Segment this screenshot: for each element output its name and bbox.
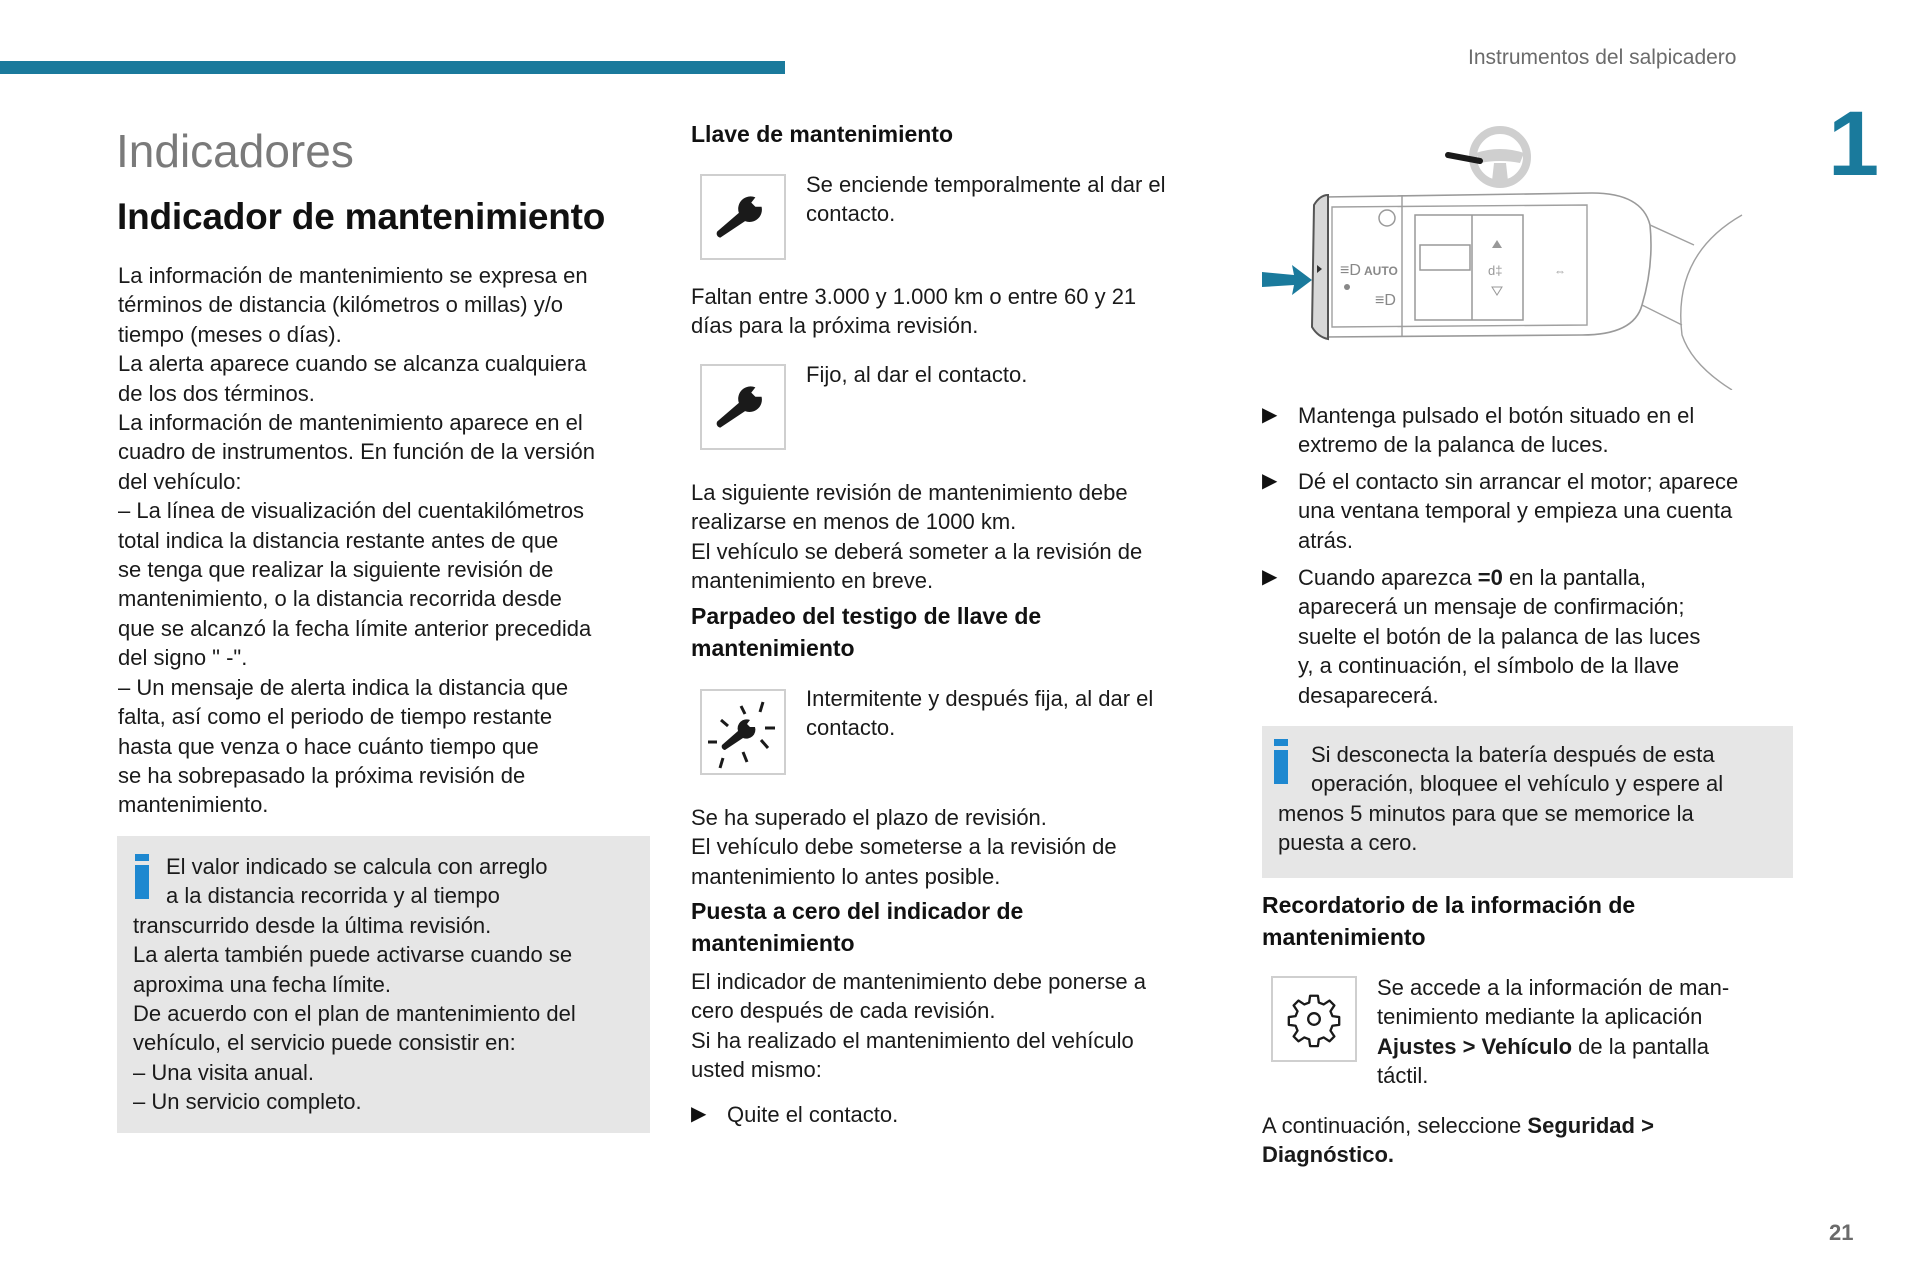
reset-steps (1262, 401, 1782, 713)
indicator-meaning (691, 478, 1142, 596)
text-line: Ajustes > Vehículo de la pantalla (1377, 1033, 1710, 1059)
reset-description (691, 967, 1146, 1085)
text-line: La alerta aparece cuando se alcanza cualquiera (118, 351, 587, 377)
play-bullet-icon: ▶ (691, 1103, 707, 1125)
text-line: Si ha realizado el mantenimiento del vehículo (691, 1027, 1134, 1053)
text-line: – Un mensaje de alerta indica la distancia que (118, 674, 569, 700)
indicator-description (806, 684, 1153, 743)
text-line: La información de mantenimiento aparece en el (118, 410, 583, 436)
play-bullet-icon: ▶ (1262, 470, 1278, 492)
text-line: De acuerdo con el plan de mantenimiento del (133, 1001, 576, 1027)
text-line: El vehículo debe someterse a la revisión de (691, 834, 1117, 860)
text-line: extremo de la palanca de luces. (1298, 432, 1609, 458)
text-line: Diagnóstico. (1262, 1142, 1395, 1168)
wrench-icon (710, 374, 776, 440)
step-item (1262, 467, 1782, 563)
text-line: cuadro de instrumentos. En función de la versión (118, 439, 595, 465)
page-number: 21 (1829, 1220, 1854, 1245)
info-box-calculation (117, 836, 650, 1133)
text-line: Cuando aparezca =0 en la pantalla, (1298, 565, 1646, 590)
text-line: vehículo, el servicio puede consistir en: (133, 1030, 516, 1056)
indicator-description (806, 360, 1027, 389)
svg-text:≡D: ≡D (1375, 292, 1396, 309)
text-line: una ventana temporal y empieza una cuenta (1298, 498, 1733, 524)
indicator-description (806, 170, 1166, 229)
text-line: Mantenga pulsado el botón situado en el (1298, 403, 1695, 428)
text-line: La siguiente revisión de mantenimiento debe (691, 480, 1128, 505)
steering-wheel-icon (1448, 130, 1527, 184)
svg-text:d‡: d‡ (1488, 263, 1503, 278)
text-line: táctil. (1377, 1063, 1429, 1089)
chapter-number: 1 (1828, 93, 1880, 195)
wrench-icon (710, 184, 776, 250)
page-title: Indicador de mantenimiento (117, 196, 606, 237)
text-line: del vehículo: (118, 468, 242, 494)
wrench-indicator-box (700, 174, 786, 260)
text-line: contacto. (806, 201, 896, 227)
text-line: – La línea de visualización del cuentakilómetros (118, 498, 584, 524)
light-stalk-illustration (1262, 115, 1782, 390)
text-line: usted mismo: (691, 1057, 822, 1083)
text-line: Fijo, al dar el contacto. (806, 362, 1028, 387)
heading-line: mantenimiento (1262, 924, 1426, 950)
text-line: – Una visita anual. (133, 1059, 314, 1085)
text-line: aproxima una fecha límite. (133, 971, 392, 997)
text-line: atrás. (1298, 527, 1354, 553)
text-line: Si desconecta la batería después de esta (1311, 742, 1715, 767)
text-line: puesta a cero. (1278, 830, 1418, 856)
text-line: operación, bloquee el vehículo y espere al (1311, 771, 1724, 797)
text-line: desaparecerá. (1298, 682, 1439, 708)
text-line: aparecerá un mensaje de confirmación; (1298, 594, 1685, 620)
text-line: mantenimiento. (118, 792, 269, 818)
text-line: – Un servicio completo. (133, 1089, 362, 1115)
text-line: días para la próxima revisión. (691, 313, 979, 339)
heading-reset (691, 895, 1023, 959)
text-line: A continuación, seleccione Seguridad > (1262, 1113, 1654, 1138)
indicator-meaning (691, 803, 1117, 891)
text-line: realizarse en menos de 1000 km. (691, 509, 1017, 535)
text-line: Dé el contacto sin arrancar el motor; aparece (1298, 469, 1739, 494)
text-line: contacto. (806, 715, 896, 741)
text-line: tiempo (meses o días). (118, 321, 342, 347)
text-line: falta, así como el periodo de tiempo restante (118, 704, 553, 730)
svg-text:≡D: ≡D (1340, 262, 1361, 279)
svg-text:AUTO: AUTO (1364, 264, 1398, 278)
info-box-battery (1262, 726, 1793, 878)
heading-line: Recordatorio de la información de (1262, 892, 1636, 918)
wrench-indicator-box (700, 364, 786, 450)
text-line: tenimiento mediante la aplicación (1377, 1004, 1703, 1030)
text-line: de los dos términos. (118, 380, 315, 406)
reminder-description (1377, 973, 1729, 1091)
text-line: del signo " -". (118, 645, 248, 671)
indicator-meaning (691, 282, 1136, 341)
flashing-wrench-indicator-box (700, 689, 786, 775)
text-line: El vehículo se deberá someter a la revisión de (691, 538, 1143, 564)
heading-reminder (1262, 889, 1635, 953)
play-bullet-icon: ▶ (1262, 566, 1278, 588)
text-line: total indica la distancia restante antes de que (118, 527, 559, 553)
text-line: y, a continuación, el símbolo de la llave (1298, 653, 1680, 679)
step-item (1262, 563, 1782, 713)
top-accent-bar (0, 61, 785, 74)
light-stalk-diagram (1262, 115, 1782, 390)
svg-text:⇔: ⇔ (1554, 264, 1566, 278)
text-line: se tenga que realizar la siguiente revisión de (118, 557, 554, 583)
text-line: menos 5 minutos para que se memorice la (1278, 800, 1694, 826)
text-line: La información de mantenimiento se expresa en (118, 263, 588, 288)
heading-line: Puesta a cero del indicador de (691, 898, 1024, 924)
text-line: cero después de cada revisión. (691, 998, 996, 1024)
text-line: se ha sobrepasado la próxima revisión de (118, 762, 526, 788)
final-instruction (1262, 1111, 1654, 1170)
gear-icon (1283, 988, 1345, 1050)
text-line: mantenimiento en breve. (691, 568, 934, 594)
text-line: El valor indicado se calcula con arreglo (166, 854, 548, 879)
section-title: Indicadores (116, 125, 354, 177)
heading-maintenance-wrench: Llave de mantenimiento (691, 121, 954, 147)
step-item (1262, 401, 1782, 463)
text-line: La alerta también puede activarse cuando se (133, 942, 573, 968)
running-head: Instrumentos del salpicadero (1468, 46, 1737, 69)
text-line: suelte el botón de la palanca de las luces (1298, 623, 1701, 649)
intro-paragraph (118, 261, 595, 820)
text-line: mantenimiento lo antes posible. (691, 863, 1001, 889)
step-text: Quite el contacto. (727, 1102, 899, 1127)
play-bullet-icon: ▶ (1262, 404, 1278, 426)
flashing-wrench-icon (703, 692, 783, 772)
heading-line: Parpadeo del testigo de llave de (691, 603, 1042, 629)
text-line: mantenimiento, o la distancia recorrida desde (118, 586, 562, 612)
text-line: a la distancia recorrida y al tiempo (166, 883, 500, 909)
text-line: Intermitente y después fija, al dar el (806, 686, 1154, 711)
text-line: Se enciende temporalmente al dar el (806, 172, 1166, 197)
heading-line: mantenimiento (691, 930, 855, 956)
arrow-icon (1262, 265, 1312, 295)
settings-app-box (1271, 976, 1357, 1062)
text-line: El indicador de mantenimiento debe ponerse a (691, 969, 1146, 994)
text-line: términos de distancia (kilómetros o millas) y/o (118, 292, 564, 318)
text-line: Se accede a la información de man- (1377, 975, 1730, 1000)
text-line: Se ha superado el plazo de revisión. (691, 805, 1047, 830)
step-item (691, 1100, 1191, 1130)
text-line: hasta que venza o hace cuánto tiempo que (118, 733, 539, 759)
heading-line: mantenimiento (691, 635, 855, 661)
text-line: Faltan entre 3.000 y 1.000 km o entre 60 y 21 (691, 284, 1137, 309)
text-line: transcurrido desde la última revisión. (133, 912, 492, 938)
text-line: que se alcanzó la fecha límite anterior precedida (118, 615, 592, 641)
heading-flashing-wrench (691, 600, 1041, 664)
